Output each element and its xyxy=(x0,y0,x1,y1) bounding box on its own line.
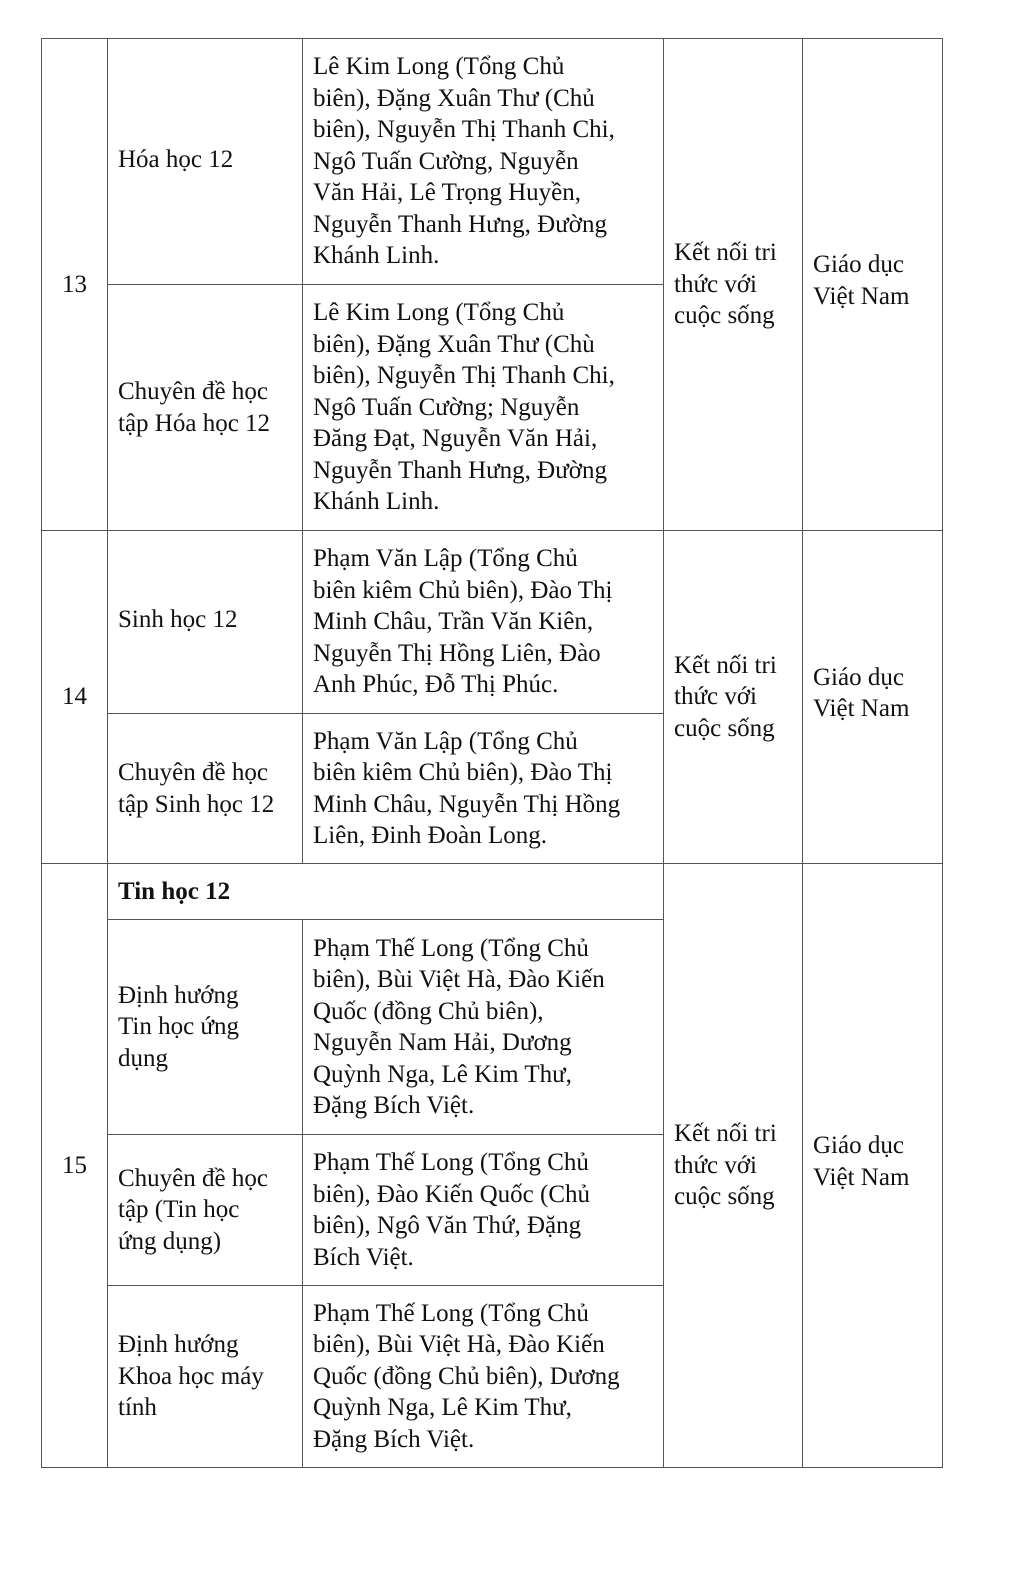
row-number-cell xyxy=(42,39,108,531)
book-title-line: dụng xyxy=(118,1044,168,1072)
author-line: Đặng Bích Việt. xyxy=(313,1425,475,1453)
book-title-cell xyxy=(108,920,303,1135)
author-line: Khánh Linh. xyxy=(313,242,440,270)
textbook-table xyxy=(41,38,943,1468)
row-number: 14 xyxy=(62,683,87,711)
author-line: biên kiêm Chủ biên), Đào Thị xyxy=(313,576,613,604)
series-line: thức với xyxy=(674,683,758,711)
book-title-line: Sinh học 12 xyxy=(118,606,238,634)
series-cell xyxy=(664,39,803,531)
author-line: biên), Nguyễn Thị Thanh Chi, xyxy=(313,116,615,144)
author-line: biên), Ngô Văn Thứ, Đặng xyxy=(313,1212,582,1239)
book-title-line: Hóa học 12 xyxy=(118,145,234,173)
author-line: Ngô Tuấn Cường, Nguyễn xyxy=(313,147,579,175)
subject-heading: Tin học 12 xyxy=(118,877,231,905)
authors-cell xyxy=(303,1135,664,1286)
author-line: biên), Nguyễn Thị Thanh Chi, xyxy=(313,362,615,390)
series-line: thức với xyxy=(674,270,758,298)
book-title-line: Chuyên đề học xyxy=(118,378,268,405)
author-line: Đăng Đạt, Nguyễn Văn Hải, xyxy=(313,425,598,453)
table-row xyxy=(42,39,943,285)
publisher-line: Giáo dục xyxy=(813,663,904,691)
author-line: Phạm Thế Long (Tổng Chủ xyxy=(313,1299,589,1327)
series-line: cuộc sống xyxy=(674,1183,775,1211)
author-line: Nguyễn Thanh Hưng, Đường xyxy=(313,210,607,238)
series-cell xyxy=(664,531,803,864)
book-title-line: tính xyxy=(118,1394,157,1422)
author-line: Nguyễn Nam Hải, Dương xyxy=(313,1029,572,1056)
table-row xyxy=(42,864,943,920)
author-line: Đặng Bích Việt. xyxy=(313,1092,475,1119)
author-line: Phạm Thế Long (Tổng Chủ xyxy=(313,934,589,962)
book-title-cell xyxy=(108,714,303,864)
author-line: Quốc (đồng Chủ biên), Dương xyxy=(313,1362,620,1390)
author-line: Khánh Linh. xyxy=(313,488,440,516)
author-line: biên), Bùi Việt Hà, Đào Kiến xyxy=(313,1331,605,1359)
series-line: Kết nối tri xyxy=(674,1120,777,1148)
series-line: thức với xyxy=(674,1151,758,1179)
row-number-cell xyxy=(42,864,108,1468)
authors-cell xyxy=(303,714,664,864)
book-title-line: Chuyên đề học xyxy=(118,759,268,786)
author-line: Nguyễn Thanh Hưng, Đường xyxy=(313,456,607,484)
author-line: Quốc (đồng Chủ biên), xyxy=(313,997,544,1025)
author-line: Nguyễn Thị Hồng Liên, Đào xyxy=(313,639,601,667)
author-line: Quỳnh Nga, Lê Kim Thư, xyxy=(313,1060,572,1088)
authors-cell xyxy=(303,39,664,285)
book-title-line: Định hướng xyxy=(118,981,239,1009)
row-number: 13 xyxy=(62,270,87,298)
author-line: Phạm Thế Long (Tổng Chủ xyxy=(313,1149,589,1176)
book-title-line: Khoa học máy xyxy=(118,1362,264,1390)
book-title-line: tập (Tin học xyxy=(118,1196,240,1224)
author-line: Anh Phúc, Đỗ Thị Phúc. xyxy=(313,671,559,699)
book-title-line: tập Hóa học 12 xyxy=(118,409,271,437)
author-line: Bích Việt. xyxy=(313,1243,414,1271)
book-title-line: ứng dụng) xyxy=(118,1227,222,1255)
publisher-line: Việt Nam xyxy=(813,1163,910,1191)
row-number-cell xyxy=(42,531,108,864)
author-line: Lê Kim Long (Tổng Chủ xyxy=(313,53,565,81)
book-title-line: Định hướng xyxy=(118,1331,239,1359)
author-line: Lê Kim Long (Tổng Chủ xyxy=(313,299,565,327)
author-line: biên), Đào Kiến Quốc (Chủ xyxy=(313,1180,591,1208)
row-number: 15 xyxy=(62,1151,87,1179)
series-line: cuộc sống xyxy=(674,302,775,330)
author-line: biên kiêm Chủ biên), Đào Thị xyxy=(313,759,613,786)
authors-cell xyxy=(303,920,664,1135)
authors-cell xyxy=(303,1286,664,1468)
author-line: biên), Đặng Xuân Thư (Chù xyxy=(313,330,595,358)
book-title-line: Tin học ứng xyxy=(118,1013,239,1041)
publisher-line: Giáo dục xyxy=(813,1132,904,1159)
book-title-cell xyxy=(108,1135,303,1286)
author-line: biên), Bùi Việt Hà, Đào Kiến xyxy=(313,966,605,993)
book-title-cell xyxy=(108,1286,303,1468)
series-cell xyxy=(664,864,803,1468)
subject-heading-cell xyxy=(108,864,664,920)
book-title-cell xyxy=(108,285,303,531)
publisher-line: Việt Nam xyxy=(813,282,910,310)
author-line: Quỳnh Nga, Lê Kim Thư, xyxy=(313,1394,572,1422)
book-title-cell xyxy=(108,39,303,285)
authors-cell xyxy=(303,531,664,714)
publisher-cell xyxy=(803,39,943,531)
publisher-cell xyxy=(803,531,943,864)
author-line: biên), Đặng Xuân Thư (Chủ xyxy=(313,84,595,112)
author-line: Minh Châu, Nguyễn Thị Hồng xyxy=(313,790,621,818)
book-title-line: tập Sinh học 12 xyxy=(118,790,275,818)
publisher-line: Việt Nam xyxy=(813,695,910,722)
author-line: Phạm Văn Lập (Tổng Chủ xyxy=(313,727,578,755)
author-line: Liên, Đinh Đoàn Long. xyxy=(313,822,547,849)
book-title-cell xyxy=(108,531,303,714)
series-line: Kết nối tri xyxy=(674,651,777,679)
series-line: Kết nối tri xyxy=(674,239,777,267)
author-line: Phạm Văn Lập (Tổng Chủ xyxy=(313,545,578,573)
table-row xyxy=(42,531,943,714)
author-line: Minh Châu, Trần Văn Kiên, xyxy=(313,608,594,636)
series-line: cuộc sống xyxy=(674,714,775,742)
publisher-line: Giáo dục xyxy=(813,251,904,278)
publisher-cell xyxy=(803,864,943,1468)
authors-cell xyxy=(303,285,664,531)
book-title-line: Chuyên đề học xyxy=(118,1164,268,1192)
author-line: Ngô Tuấn Cường; Nguyễn xyxy=(313,393,580,421)
author-line: Văn Hải, Lê Trọng Huyền, xyxy=(313,179,582,207)
